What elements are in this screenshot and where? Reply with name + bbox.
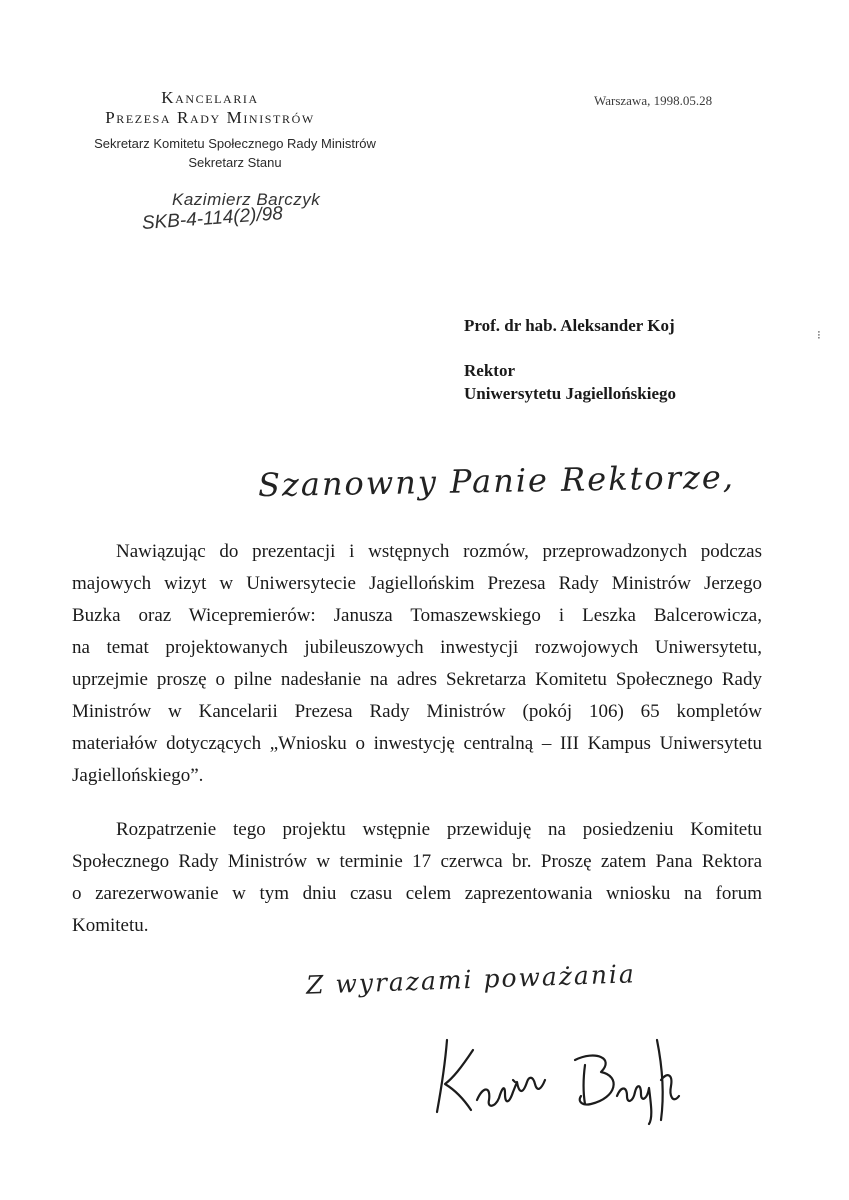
body-paragraph-1 (72, 536, 762, 792)
letterhead-state-secretary: Sekretarz Stanu (188, 155, 282, 170)
handwritten-closing: Z wyrazami poważania (305, 959, 637, 1000)
paragraph-2-line: Rozpatrzenie tego projektu wstępnie przewiduję na posiedzeniu Komitetu (116, 819, 762, 840)
letterhead-office: Kancelaria (161, 88, 259, 107)
margin-mark: ⁝ (817, 328, 821, 342)
paragraph-2-line: Komitetu. (72, 915, 149, 936)
paragraph-1-line: na temat projektowanych jubileuszowych inwestycji rozwojowych Uniwersytetu, (72, 637, 762, 658)
paragraph-2-line: o zarezerwowanie w tym dniu czasu celem zaprezentowania wniosku na forum (72, 883, 762, 904)
handwritten-signature (425, 1020, 685, 1135)
paragraph-1-line: uprzejmie proszę o pilne nadesłanie na adres Sekretarza Komitetu Społecznego Rady (72, 669, 762, 690)
reference-number: SKB-4-114(2)/98 (141, 203, 284, 234)
sender-name-stamp: Kazimierz Barczyk (172, 190, 321, 209)
letterhead-committee-secretary: Sekretarz Komitetu Społecznego Rady Ministrów (94, 136, 376, 151)
paragraph-1-line: materiałów dotyczących „Wniosku o inwestycję centralną – III Kampus Uniwersytetu (72, 733, 762, 754)
paragraph-2-line: Społecznego Rady Ministrów w terminie 17 czerwca br. Proszę zatem Pana Rektora (72, 851, 762, 872)
recipient-institution: Uniwersytetu Jagiellońskiego (464, 384, 677, 403)
recipient-title: Rektor (464, 361, 515, 380)
paragraph-1-line: Jagiellońskiego”. (72, 765, 204, 786)
recipient-name: Prof. dr hab. Aleksander Koj (464, 316, 675, 335)
body-paragraph-2 (72, 814, 762, 942)
paragraph-1-line: Ministrów w Kancelarii Prezesa Rady Ministrów (pokój 106) 65 kompletów (72, 701, 762, 722)
handwritten-salutation: Szanowny Panie Rektorze, (257, 457, 736, 505)
letterhead-prime-minister: Prezesa Rady Ministrów (105, 108, 315, 127)
paragraph-1-line: majowych wizyt w Uniwersytecie Jagiellońskim Prezesa Rady Ministrów Jerzego (72, 573, 762, 594)
letter-date: Warszawa, 1998.05.28 (594, 93, 713, 108)
paragraph-1-line: Buzka oraz Wicepremierów: Janusza Tomaszewskiego i Leszka Balcerowicza, (72, 605, 762, 626)
paragraph-1-line: Nawiązując do prezentacji i wstępnych rozmów, przeprowadzonych podczas (116, 541, 762, 562)
